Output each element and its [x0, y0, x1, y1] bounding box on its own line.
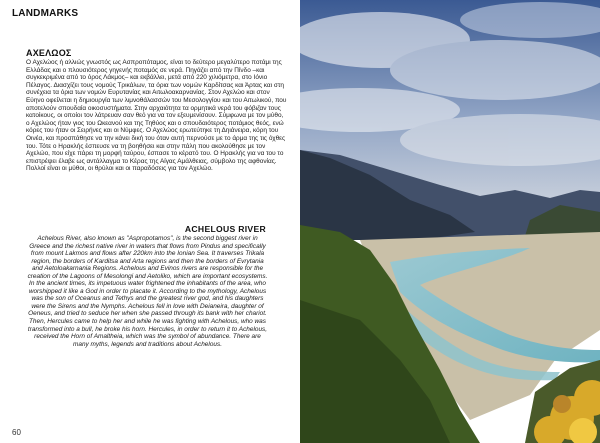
greek-title: ΑΧΕΛΩΟΣ: [26, 48, 72, 58]
section-heading: LANDMARKS: [12, 8, 79, 19]
page-number: 60: [12, 428, 21, 437]
greek-body-text: Ο Αχελώος ή αλλιώς γνωστός ως Ασπροπόταμος, είναι το δεύτερο μεγαλύτερο ποτάμι της Ελλάδας και ο πλουσιότερος γηγενής ποταμός σε νερά. Πηγάζει από την Πίνδο –και συγκεκριμένα από το όρος Λάκμος– και εκβάλλει, μετά από 220 χιλιόμετρα, στο Ιόνιο Πέλαγος. Διασχίζει τους νομούς Τρικάλων, τα όρια των νομών Καρδίτσας και Άρτας και στη συνέχεια τα όρια των νομών Ευρυτανίας και Αιτωλοακαρνανίας. Στον Αχελώο και στον Εύηνο οφείλεται η δημιουργία των λιμνοθάλασσών του Μεσολογγίου και του Αιτωλικού, που αποτελούν σπουδαία οικοσυστήματα. Στην αρχαιότητα τα ορμητικά νερά του φόβιζαν τους κατοίκους, οι οποίοι τον λάτρευαν σαν θεό για να τον εξευμενίσουν. Σύμφωνα με τον μύθο, ο Αχελώος ήταν γιος του Ωκεανού και της Τηθύος και ο σπουδαιότερος ποτάμιος θεός, ενώ κόρες του ήταν οι Σειρήνες και οι Νύμφες. Ο Αχελώος ερωτεύτηκε τη Δηιάνειρα, κόρη του Οινέα, και προσπάθησε να την κάνει δική του όταν αυτή περνούσε με το άρμα της τις όχθες του. Τότε ο Ηρακλής έσπευσε να τη βοηθήσει και στην πάλη που ακολούθησε με τον Αχελώο, που είχε πάρει τη μορφή ταύρου, έσπασε το κέρατό του. Ο Ηρακλής για να του το επιστρέψει έλαβε ως αντάλλαγμα το Κέρας της Αίγας Αμάλθειας, σύμβολο της αφθονίας. Πολλοί είναι οι μύθοι, οι θρύλοι και οι παραδόσεις για τον Αχελώο.: [26, 59, 287, 173]
river-valley-photo: [300, 0, 600, 443]
english-body-text: Achelous River, also known as "Aspropotamos", is the second biggest river in Greece and the richest native river in waters that flows from Pindus and specifically from mount Lakmos and flows after 220km into the Ionian Sea. It traverses Trikala region, the borders of Karditsa and Arta regions and then the borders of Evrytania and Aetoloakarnania Regions. Achelous and Evinos rivers are responsible for the creation of the Lagoons of Mesolongi and Aetoliko, which are important ecosystems. In the ancient times, its impetuous water frightened the inhabitants of the area, who worshipped it like a God in order to placate it. According to the mythology, Achelous was the son of Oceanus and Tethys and the greatest river god, and his daughters were the Sirens and the Nymphs. Achelous fell in love with Deianeira, daughter of Oeneus, and tried to seduce her when she passed through its bank with her chariot. Then, Hercules came to help her and while he was fighting with Achelous, who was transformed into a bull, he broke his horn. Hercules, in order to return it to Achelous, received the Horn of Amaltheia, which was the symbol of abundance. There are many myths, legends and traditions about Achelous.: [27, 235, 268, 348]
english-title: ACHELOUS RIVER: [184, 224, 266, 234]
